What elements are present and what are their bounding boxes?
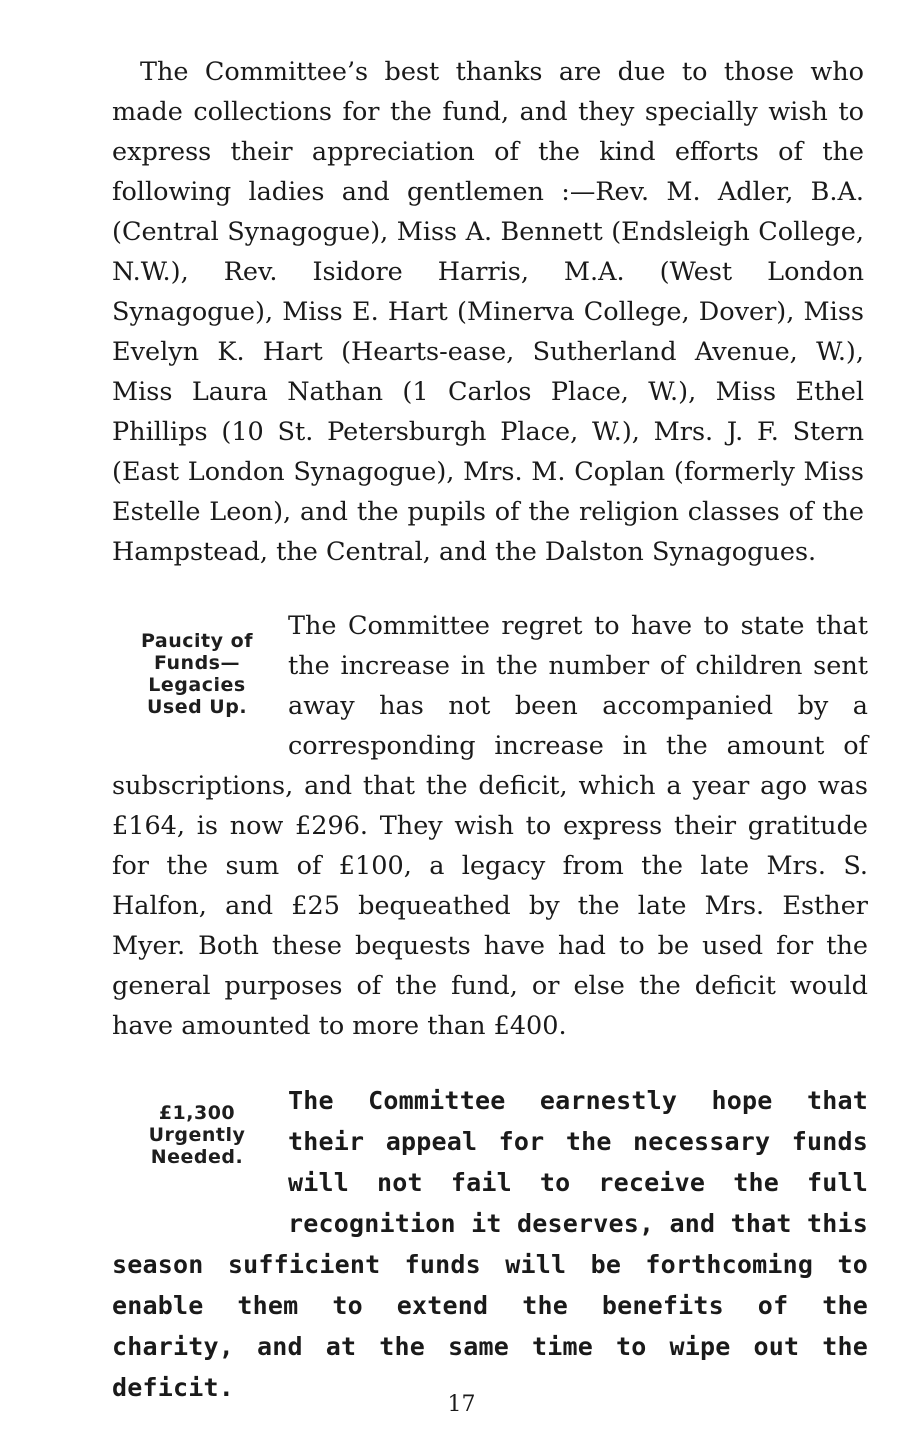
paragraph-acknowledgements: The Committee’s best thanks are due to those who made collections for the fund, and they specially wish to express their appreciation of the kind efforts of the following ladies and gentlemen :—Rev. M. Adler, B.A. (Central Synagogue), Miss A. Bennett (Endsleigh College, N.W.), Rev. Isidore Harris, M.A. (West London Synagogue), Miss E. Hart (Minerva College, Dover), Miss Evelyn K. Hart (Hearts-ease, Sutherland Avenue, W.), Miss Laura Nathan (1 Carlos Place, W.), Miss Ethel Phillips (10 St. Petersburgh Place, W.), Mrs. J. F. Stern (East London Synagogue), Mrs. M. Coplan (formerly Miss Estelle Leon), and the pupils of the religion classes of the Hampstead, the Central, and the Dalston Synagogues. [112,57,864,567]
sidenote-line: Legacies [148,674,246,696]
page-number: 17 [447,1392,476,1417]
paragraph-deficit: The Committee regret to have to state that the increase in the number of children sent away has not been accompanied by a corresponding increase in the amount of subscriptions, and that the deficit, which a year ago was £164, is now £296. They wish to express their gratitude for the sum of £100, a legacy from the late Mrs. S. Halfon, and £25 bequeathed by the late Mrs. Esther Myer. Both these bequests have had to be used for the general purposes of the fund, or else the deficit would have amounted to more than £400. [112,611,868,1041]
sidenote-line: Paucity of [141,630,253,652]
sidenote-urgently-needed [112,1080,282,1212]
sidenote-line: £1,300 [158,1102,236,1124]
paragraph-appeal: The Committee earnestly hope that their appeal for the necessary funds will not fail to receive the full recognition it deserves, and that this season sufficient funds will be forthcoming to enable them to extend the benefits of the charity, and at the same time to wipe out the deficit. [112,1086,868,1402]
section-urgently-needed [112,1080,868,1408]
sidenote-line: Urgently [148,1124,246,1146]
sidenote-paucity-of-funds [112,606,282,750]
section-paucity-of-funds [112,606,868,1046]
sidenote-line: Needed. [150,1146,244,1168]
sidenote-line: Used Up. [146,696,248,718]
sidenote-line: Funds— [154,652,240,674]
